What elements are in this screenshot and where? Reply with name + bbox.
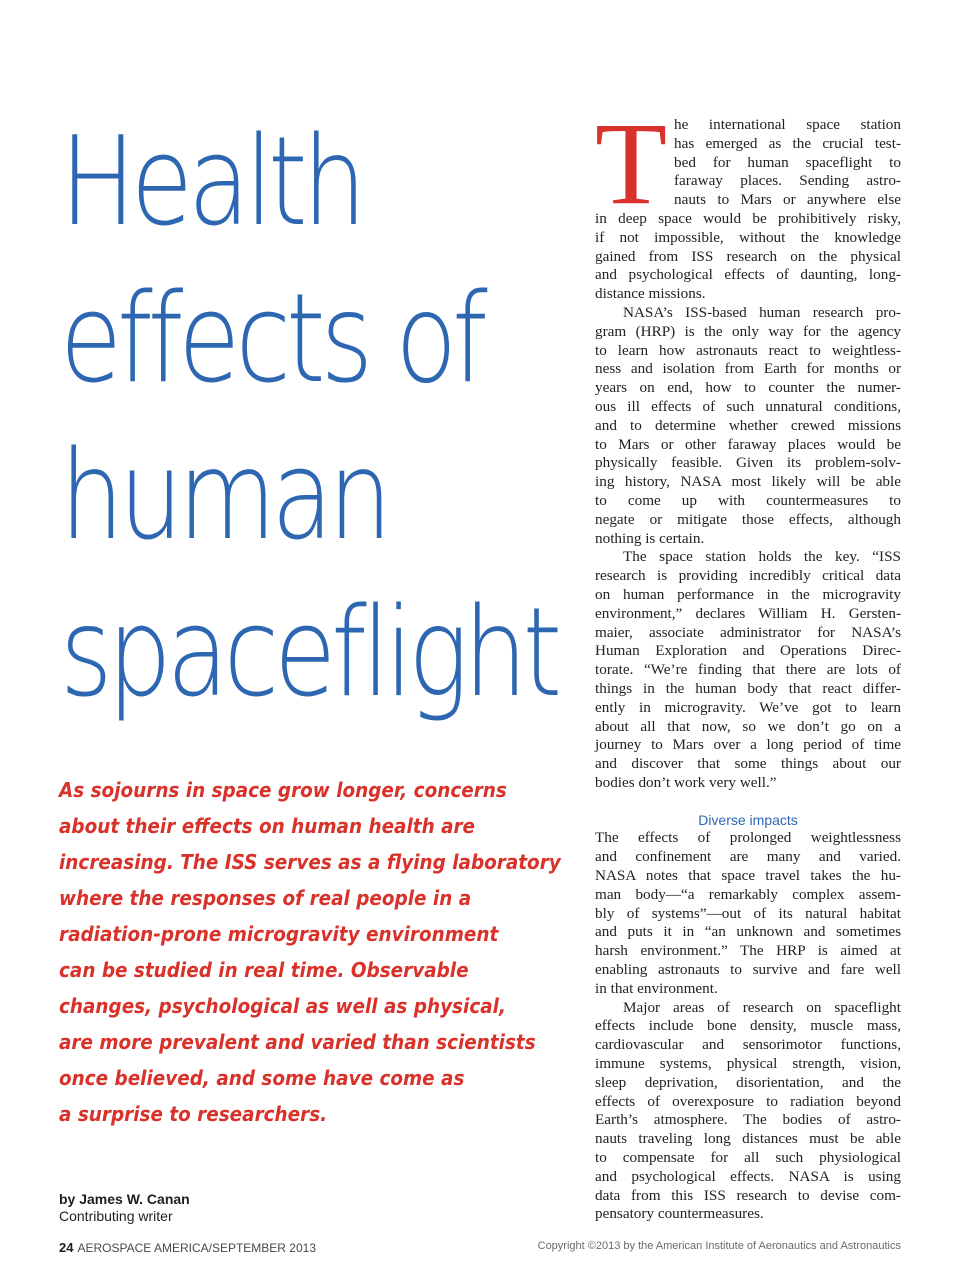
body-line: if not impossible, without the knowledge bbox=[595, 228, 901, 246]
body-line: and discover that some things about our bbox=[595, 755, 901, 773]
body-line: effects include bone density, muscle mass, bbox=[595, 1017, 901, 1035]
deck-line: increasing. The ISS serves as a flying laboratory bbox=[59, 850, 561, 874]
title-line: human bbox=[60, 425, 388, 568]
body-line: negate or mitigate those effects, although bbox=[595, 510, 901, 528]
body-line: man body—“a remarkably complex assem- bbox=[595, 885, 901, 903]
body-line: cardiovascular and sensorimotor functions, bbox=[595, 1036, 901, 1054]
title-line: Health bbox=[60, 111, 362, 254]
body-line: and puts it in “an unknown and sometimes bbox=[595, 923, 901, 941]
section-subhead: Diverse impacts bbox=[698, 811, 798, 828]
body-line: physically feasible. Given its problem-solv- bbox=[595, 454, 901, 472]
body-line: in that environment. bbox=[595, 979, 718, 997]
body-line: to come up with countermeasures to bbox=[595, 491, 901, 509]
body-line: immune systems, physical strength, vision, bbox=[595, 1055, 901, 1073]
body-line: journey to Mars over a long period of time bbox=[595, 736, 901, 754]
body-line: data from this ISS research to devise com- bbox=[595, 1186, 901, 1204]
body-line: nauts to Mars or anywhere else bbox=[674, 191, 901, 209]
body-line: years on end, how to counter the numer- bbox=[595, 379, 901, 397]
deck-line: As sojourns in space grow longer, concerns bbox=[59, 778, 507, 802]
body-line: bed for human spaceflight to bbox=[674, 153, 901, 171]
folio bbox=[59, 1240, 316, 1255]
body-line: Earth’s atmosphere. The bodies of astro- bbox=[595, 1111, 901, 1129]
body-line: ness and isolation from Earth for months or bbox=[595, 360, 901, 378]
body-line: ous ill effects of such unnatural conditions, bbox=[595, 397, 901, 415]
body-line: pensatory countermeasures. bbox=[595, 1205, 764, 1223]
body-line: to Mars or other faraway places would be bbox=[595, 435, 901, 453]
body-line: ently in microgravity. We’ve got to learn bbox=[595, 698, 901, 716]
copyright-notice: Copyright ©2013 by the American Institute of Aeronautics and Astronautics bbox=[537, 1240, 901, 1252]
deck-line: are more prevalent and varied than scientists bbox=[59, 1030, 536, 1054]
deck-line: radiation-prone microgravity environment bbox=[59, 922, 499, 946]
body-line: gained from ISS research on the physical bbox=[595, 247, 901, 265]
body-line: research is providing incredibly critical data bbox=[595, 567, 901, 585]
article-body bbox=[595, 98, 901, 1224]
author-name: by James W. Canan bbox=[59, 1191, 190, 1207]
body-line: and confinement are many and varied. bbox=[595, 848, 901, 866]
body-line: bodies don’t work very well.” bbox=[595, 773, 777, 791]
body-line: on human performance in the microgravity bbox=[595, 585, 901, 603]
author-role: Contributing writer bbox=[59, 1208, 173, 1224]
body-line: bly of systems”—out of its natural habitat bbox=[595, 904, 901, 922]
title-line: spaceflight bbox=[60, 582, 558, 725]
body-line: nauts traveling long distances must be able bbox=[595, 1130, 901, 1148]
article-title bbox=[60, 104, 560, 732]
drop-cap: T bbox=[595, 98, 668, 229]
deck-line: changes, psychological as well as physical, bbox=[59, 994, 506, 1018]
title-line: effects of bbox=[60, 268, 483, 411]
byline bbox=[59, 1191, 190, 1225]
body-line: The space station holds the key. “ISS bbox=[623, 548, 901, 566]
body-line: has emerged as the crucial test- bbox=[674, 134, 901, 152]
body-line: Major areas of research on spaceflight bbox=[623, 998, 901, 1016]
body-line: The effects of prolonged weightlessness bbox=[595, 829, 901, 847]
body-line: to learn how astronauts react to weightless- bbox=[595, 341, 901, 359]
body-line: NASA notes that space travel takes the hu- bbox=[595, 867, 901, 885]
body-line: nothing is certain. bbox=[595, 529, 705, 547]
body-line: things in the human body that react differ- bbox=[595, 679, 901, 697]
body-line: in deep space would be prohibitively risky, bbox=[595, 209, 901, 227]
page-footer bbox=[59, 1240, 901, 1256]
body-line: sleep deprivation, disorientation, and the bbox=[595, 1073, 901, 1091]
body-line: Human Exploration and Operations Direc- bbox=[595, 642, 901, 660]
body-line: faraway places. Sending astro- bbox=[674, 172, 901, 190]
body-line: enabling astronauts to survive and fare well bbox=[595, 961, 901, 979]
publication-name: AEROSPACE AMERICA/SEPTEMBER 2013 bbox=[77, 1241, 316, 1255]
article-deck bbox=[59, 772, 559, 1132]
deck-line: once believed, and some have come as bbox=[59, 1066, 465, 1090]
deck-line: about their effects on human health are bbox=[59, 814, 476, 838]
body-line: NASA’s ISS-based human research pro- bbox=[623, 303, 901, 321]
body-line: maier, associate administrator for NASA’s bbox=[595, 623, 901, 641]
body-line: ing history, NASA most likely will be able bbox=[595, 473, 901, 491]
body-line: he international space station bbox=[674, 116, 901, 133]
body-line: and to determine whether crewed missions bbox=[595, 416, 901, 434]
body-line: and psychological effects. NASA is using bbox=[595, 1167, 901, 1185]
body-line: gram (HRP) is the only way for the agency bbox=[595, 322, 901, 340]
body-line: to compensate for all such physiological bbox=[595, 1149, 901, 1167]
body-line: about all that now, so we don’t go on a bbox=[595, 717, 901, 735]
body-line: distance missions. bbox=[595, 285, 706, 303]
body-line: effects of overexposure to radiation beyond bbox=[595, 1092, 901, 1110]
body-line: harsh environment.” The HRP is aimed at bbox=[595, 942, 901, 960]
deck-line: can be studied in real time. Observable bbox=[59, 958, 469, 982]
page-number: 24 bbox=[59, 1240, 74, 1255]
body-line: and psychological effects of daunting, long- bbox=[595, 266, 901, 284]
body-line: torate. “We’re finding that there are lots of bbox=[595, 661, 901, 679]
deck-line: a surprise to researchers. bbox=[59, 1102, 328, 1126]
deck-line: where the responses of real people in a bbox=[59, 886, 472, 910]
body-line: environment,” declares William H. Gersten- bbox=[595, 604, 901, 622]
